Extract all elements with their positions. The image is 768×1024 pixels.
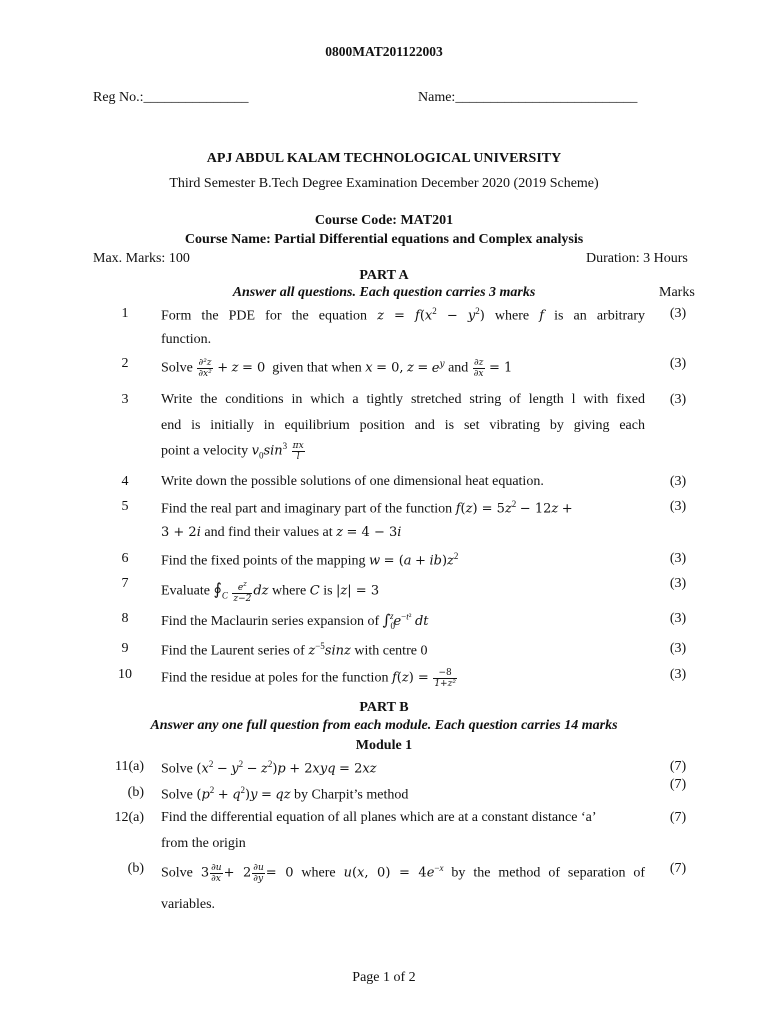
question-text: Find the Maclaurin series expansion of $\int_0^ze^{-t^2}$ dt — [161, 611, 429, 631]
question-marks: (3) — [669, 499, 687, 514]
question-marks: (3) — [669, 356, 687, 371]
question-number: 8 — [121, 611, 129, 626]
question-marks: (3) — [669, 474, 687, 489]
course-name: Course Name: Partial Differential equations and Complex analysis — [184, 232, 584, 247]
question-text: Find the real part and imaginary part of the function $f(z) = 5z^2 - 12z$ + — [161, 499, 573, 517]
question-number: (b) — [127, 785, 144, 800]
paper-code: 0800MAT201122003 — [325, 44, 443, 59]
course-code: Course Code: MAT201 — [314, 213, 454, 228]
question-number: 7 — [121, 576, 129, 591]
question-text: Write the conditions in which a tightly stretched string of length l with fixed — [161, 392, 645, 407]
question-number: 11(a) — [114, 759, 144, 774]
question-marks: (7) — [669, 810, 687, 825]
question-number: 10 — [118, 667, 132, 682]
question-number: 9 — [121, 641, 129, 656]
part-a-instruction: Answer all questions. Each question carries 3 marks — [232, 285, 536, 300]
question-text: Solve $\frac{\text{∂²z}}{\text{∂x²}}$ + z = 0 given that when x = 0, $z = e^y$ and $\frac{\partial z}{\partial x}$ = 1 — [161, 358, 513, 379]
module-title: Module 1 — [355, 738, 413, 753]
question-marks: (3) — [669, 667, 687, 682]
question-text: Find the Laurent series of $z^{-5}\sin z$ with centre 0 — [161, 641, 428, 659]
question-number: (b) — [127, 861, 144, 876]
question-text: Form the PDE for the equation $z = f(x^2 - y^2)$ where f is an arbitrary — [161, 306, 646, 324]
question-text: Solve $(x^2 - y^2 - z^2)p + 2xyq = 2xz$ — [161, 759, 377, 777]
question-marks: (7) — [669, 777, 687, 792]
question-text-continued: variables. — [161, 897, 216, 912]
question-text-continued: end is initially in equilibrium position and is set vibrating by giving each — [161, 418, 645, 433]
exam-title: Third Semester B.Tech Degree Examination December 2020 (2019 Scheme) — [169, 176, 599, 191]
question-text: Solve $(p^2 + q^2)y$ = qz by Charpit’s method — [161, 785, 409, 803]
question-marks: (7) — [669, 861, 687, 876]
question-text: Solve 3 $\frac{\partial u}{\partial x}$ + 2 $\frac{\partial u}{\partial y}$ = 0 where u(x, $0) = 4e^{-x}$ by the method of separation of — [161, 863, 646, 884]
duration: Duration: 3 Hours — [586, 251, 688, 266]
question-text: Write down the possible solutions of one dimensional heat equation. — [161, 474, 544, 489]
question-marks: (3) — [669, 306, 687, 321]
page-number: Page 1 of 2 — [352, 970, 416, 985]
question-marks: (3) — [669, 576, 687, 591]
reg-no-field: Reg No.:_______________ — [93, 90, 249, 105]
question-marks: (3) — [669, 551, 687, 566]
marks-header: Marks — [659, 285, 695, 300]
name-field: Name:__________________________ — [418, 90, 638, 105]
question-number: 6 — [121, 551, 129, 566]
question-text-continued: function. — [161, 332, 212, 347]
question-marks: (3) — [669, 392, 687, 407]
question-number: 5 — [121, 499, 129, 514]
question-text: Find the fixed points of the mapping $w = (a + ib)z^2$ — [161, 551, 459, 569]
part-b-title: PART B — [359, 700, 409, 715]
question-text: Find the residue at poles for the function f(z) = $\frac{-8}{\text{1+z²}}$ — [161, 668, 456, 689]
part-b-instruction: Answer any one full question from each module. Each question carries 14 marks — [150, 718, 618, 733]
question-number: 1 — [121, 306, 129, 321]
question-text-continued: from the origin — [161, 836, 246, 851]
question-number: 3 — [121, 392, 129, 407]
question-marks: (3) — [669, 611, 687, 626]
question-number: 12(a) — [114, 810, 144, 825]
max-marks: Max. Marks: 100 — [93, 251, 190, 266]
question-marks: (3) — [669, 641, 687, 656]
question-number: 4 — [121, 474, 129, 489]
question-text-continued: point a velocity $v_0\sin^3$ $\frac{\pi x}{l}$ — [161, 441, 304, 462]
question-number: 2 — [121, 356, 129, 371]
part-a-title: PART A — [359, 268, 409, 283]
question-text-continued: 3 + 2i and find their values at z = 4 − 3i — [161, 525, 402, 540]
university-name: APJ ABDUL KALAM TECHNOLOGICAL UNIVERSITY — [206, 151, 562, 166]
question-text: Evaluate $∮_C$ $\frac{e^z}{z-2}$ dz where C is |z| = 3 — [161, 579, 380, 604]
question-marks: (7) — [669, 759, 687, 774]
question-text: Find the differential equation of all planes which are at a constant distance ‘a’ — [161, 810, 597, 825]
